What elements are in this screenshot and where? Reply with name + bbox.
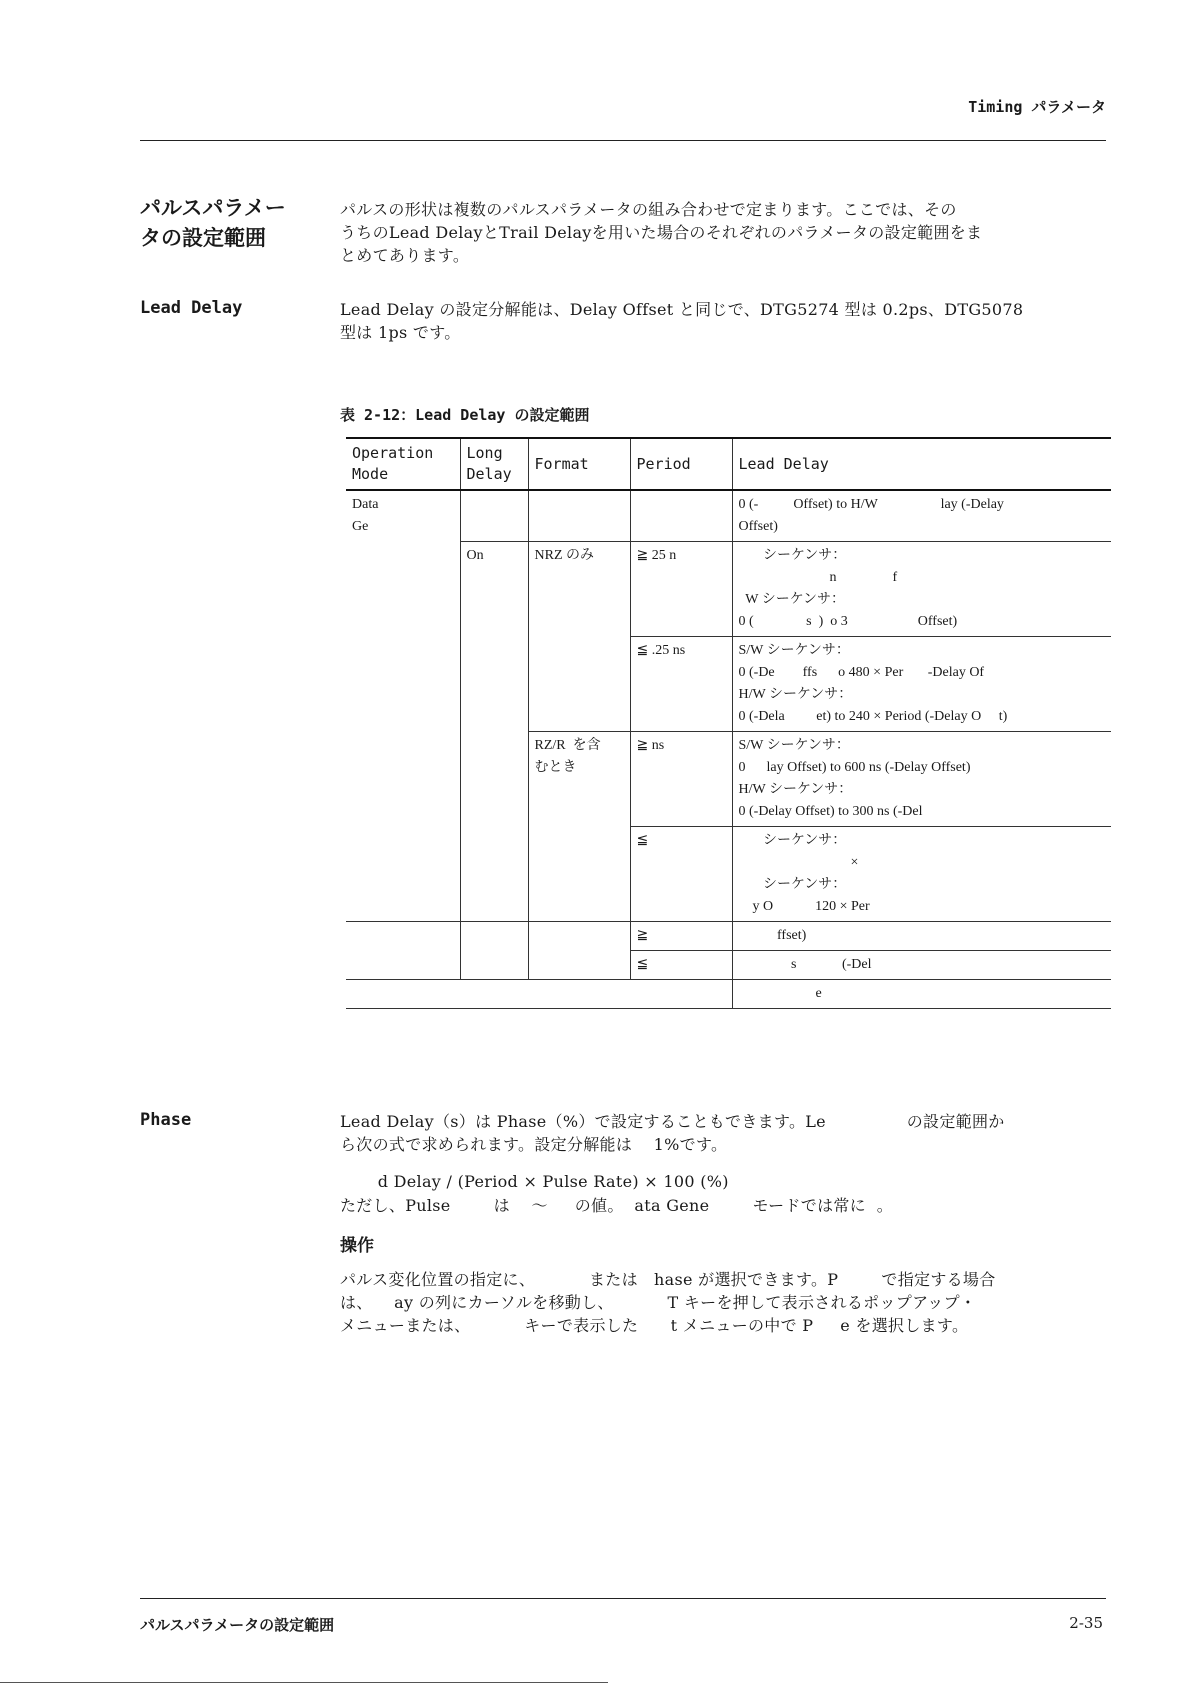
cell-mode-line: Data bbox=[352, 497, 379, 512]
th-operation-mode-line: Mode bbox=[352, 465, 389, 483]
table-row bbox=[346, 490, 1111, 542]
lead-delay-desc-line: 型は 1ps です。 bbox=[340, 323, 461, 342]
header-rule bbox=[140, 140, 1106, 141]
cell-period: ≧ bbox=[630, 922, 732, 951]
phase-desc-line: ら次の式で求められます。設定分解能は 1%です。 bbox=[340, 1135, 728, 1154]
intro-paragraph bbox=[340, 198, 1110, 267]
cell-period bbox=[630, 490, 732, 542]
intro-line: とめてあります。 bbox=[340, 246, 470, 265]
table-row bbox=[346, 980, 1111, 1009]
th-format: Format bbox=[528, 438, 630, 490]
table-caption: 表 2-12：Lead Delay の設定範囲 bbox=[340, 406, 590, 424]
lead-delay-description bbox=[340, 298, 1110, 344]
section-title-line1: パルスパラメー bbox=[140, 196, 286, 220]
cell-long-delay bbox=[460, 922, 528, 980]
th-operation-mode bbox=[346, 438, 460, 490]
cell-format bbox=[528, 922, 630, 980]
phase-label: Phase bbox=[140, 1110, 192, 1130]
cell-mode bbox=[346, 922, 460, 980]
lead-line: シーケンサ： bbox=[738, 833, 847, 848]
operations-heading: 操作 bbox=[340, 1236, 374, 1256]
cell-lead-delay bbox=[732, 542, 1111, 637]
cell-lead-delay: e bbox=[732, 980, 1111, 1009]
section-title bbox=[140, 193, 286, 253]
phase-desc-line: Lead Delay（s）は Phase（%）で設定することもできます。Le の設定範囲か bbox=[340, 1112, 1005, 1131]
lead-line: 0 ( s ) o 3 Offset) bbox=[738, 614, 958, 629]
lead-line: 0 (-Delay Offset) to 300 ns (-Del bbox=[738, 804, 923, 819]
running-header: Timing パラメータ bbox=[968, 98, 1106, 116]
cell-lead-delay: s (-Del bbox=[732, 951, 1111, 980]
lead-line: n f bbox=[738, 570, 898, 585]
lead-line: 0 (-Dela et) to 240 × Period (-Delay O t) bbox=[738, 709, 1008, 724]
cell-format-line: むとき bbox=[534, 760, 577, 775]
intro-line: パルスの形状は複数のパルスパラメータの組み合わせで定まります。ここでは、その bbox=[340, 200, 957, 219]
lead-line: y O 120 × Per bbox=[738, 899, 870, 914]
th-long-delay-line: Long bbox=[466, 444, 503, 462]
lead-line: W シーケンサ： bbox=[738, 592, 846, 607]
phase-formula: d Delay / (Period × Pulse Rate) × 100 (%) bbox=[340, 1172, 729, 1191]
bottom-edge-line bbox=[0, 1682, 608, 1683]
cell-format: NRZ のみ bbox=[528, 542, 630, 732]
cell-format bbox=[528, 732, 630, 922]
lead-delay-label: Lead Delay bbox=[140, 298, 243, 318]
footer-section-name: パルスパラメータの設定範囲 bbox=[140, 1616, 335, 1634]
cell-lead-delay bbox=[732, 827, 1111, 922]
th-long-delay-line: Delay bbox=[466, 465, 512, 483]
cell-merged bbox=[346, 980, 732, 1009]
cell-long-delay: On bbox=[460, 542, 528, 922]
lead-line: Offset) bbox=[738, 519, 778, 534]
lead-delay-desc-line: Lead Delay の設定分解能は、Delay Offset と同じで、DTG5274 型は 0.2ps、DTG5078 bbox=[340, 300, 1024, 319]
th-period: Period bbox=[630, 438, 732, 490]
lead-line: 0 (-De ffs o 480 × Per -Delay Of bbox=[738, 665, 985, 680]
th-long-delay bbox=[460, 438, 528, 490]
section-title-line2: タの設定範囲 bbox=[140, 226, 266, 250]
cell-period: ≧ ns bbox=[630, 732, 732, 827]
table-row bbox=[346, 922, 1111, 951]
cell-lead-delay: ffset) bbox=[732, 922, 1111, 951]
cell-period: ≦ bbox=[630, 827, 732, 922]
table-header-row bbox=[346, 438, 1111, 490]
cell-long-delay bbox=[460, 490, 528, 542]
intro-line: うちのLead DelayとTrail Delayを用いた場合のそれぞれのパラメータの設定範囲をま bbox=[340, 223, 983, 242]
lead-delay-table bbox=[346, 437, 1111, 1009]
cell-lead-delay bbox=[732, 637, 1111, 732]
table-row bbox=[346, 542, 1111, 637]
lead-line: シーケンサ： bbox=[738, 877, 847, 892]
ops-line: パルス変化位置の指定に、 または hase が選択できます。P で指定する場合 bbox=[340, 1270, 996, 1289]
th-lead-delay: Lead Delay bbox=[732, 438, 1111, 490]
operations-paragraph bbox=[340, 1268, 1110, 1337]
lead-line: S/W シーケンサ： bbox=[738, 738, 850, 753]
ops-line: メニューまたは、 キーで表示した t メニューの中で P e を選択します。 bbox=[340, 1316, 969, 1335]
lead-line: S/W シーケンサ： bbox=[738, 643, 850, 658]
ops-line: は、 ay の列にカーソルを移動し、 T キーを押して表示されるポップアップ・ bbox=[340, 1293, 977, 1312]
cell-lead-delay bbox=[732, 732, 1111, 827]
cell-format bbox=[528, 490, 630, 542]
cell-period: ≦ .25 ns bbox=[630, 637, 732, 732]
phase-description bbox=[340, 1110, 1110, 1156]
lead-line: H/W シーケンサ： bbox=[738, 687, 853, 702]
phase-note: ただし、Pulse は ～ の値。 ata Gene モードでは常に 。 bbox=[340, 1196, 894, 1215]
footer-rule bbox=[140, 1598, 1106, 1599]
cell-mode-line: Ge bbox=[352, 519, 369, 534]
lead-line: H/W シーケンサ： bbox=[738, 782, 853, 797]
lead-line: シーケンサ： bbox=[738, 548, 847, 563]
page-number: 2-35 bbox=[1069, 1614, 1103, 1632]
th-operation-mode-line: Operation bbox=[352, 444, 434, 462]
lead-line: 0 (- Offset) to H/W lay (-Delay bbox=[738, 497, 1004, 512]
cell-lead-delay bbox=[732, 490, 1111, 542]
cell-period: ≧ 25 n bbox=[630, 542, 732, 637]
lead-line: 0 lay Offset) to 600 ns (-Delay Offset) bbox=[738, 760, 971, 775]
cell-mode bbox=[346, 490, 460, 922]
cell-period: ≦ bbox=[630, 951, 732, 980]
cell-format-line: RZ/R を含 bbox=[534, 738, 601, 753]
lead-line: × bbox=[738, 855, 859, 870]
